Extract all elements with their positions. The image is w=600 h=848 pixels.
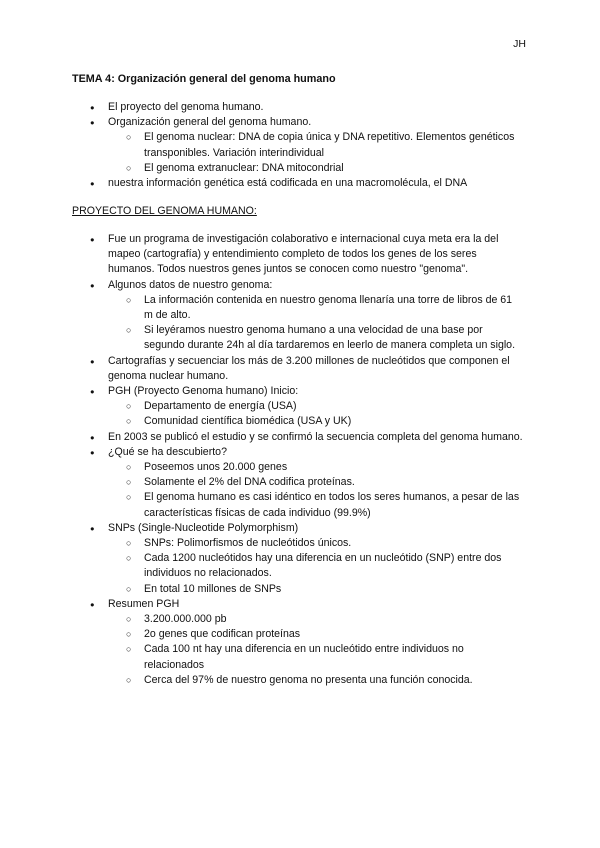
list-item: ● Cartografías y secuenciar los más de 3.200 millones de nucleótidos que componen el genoma nuclear humano. (108, 354, 523, 384)
list-item: ● SNPs (Single-Nucleotide Polymorphism) ○ SNPs: Polimorfismos de nucleótidos únicos. ○ Cada 1200 nucleótidos hay una diferencia en un nucleótido (SNP) entre dos individuos no relacionados. ○ En total 10 millones de SNPs (108, 521, 523, 597)
intro-list (108, 100, 538, 191)
list-item: ○ Si leyéramos nuestro genoma humano a una velocidad de una base por segundo durante 24h al día tardaremos en leerlo de manera completa un siglo. (144, 323, 523, 353)
list-item: ○ Departamento de energía (USA) (144, 399, 523, 414)
list-item: ○ En total 10 millones de SNPs (144, 582, 523, 597)
list-item: ○ 3.200.000.000 pb (144, 612, 523, 627)
list-item: ● Fue un programa de investigación colaborativo e internacional cuya meta era la del mapeo (cartografía) y entendimiento completo de todos los genes de los seres humanos. Todos nuestros genes juntos se conocen como nuestro "genoma". (108, 232, 523, 278)
list-item: ○ 2o genes que codifican proteínas (144, 627, 523, 642)
list-item: ○ El genoma extranuclear: DNA mitocondrial (144, 161, 538, 176)
list-item: ○ Comunidad científica biomédica (USA y UK) (144, 414, 523, 429)
list-item: ○ Cada 1200 nucleótidos hay una diferencia en un nucleótido (SNP) entre dos individuos no relacionados. (144, 551, 523, 581)
list-item: ○ SNPs: Polimorfismos de nucleótidos únicos. (144, 536, 523, 551)
list-item: ○ El genoma nuclear: DNA de copia única y DNA repetitivo. Elementos genéticos transponibles. Variación interindividual (144, 130, 538, 160)
list-item: ● Resumen PGH ○ 3.200.000.000 pb ○ 2o genes que codifican proteínas ○ Cada 100 nt hay una diferencia en un nucleótido entre individuos no relacionados ○ Cerca del 97% de nuestro genoma no presenta una función conocida. (108, 597, 523, 688)
list-item: ○ La información contenida en nuestro genoma llenaría una torre de libros de 61 m de alto. (144, 293, 523, 323)
list-item: ● ¿Qué se ha descubierto? ○ Poseemos unos 20.000 genes ○ Solamente el 2% del DNA codifica proteínas. ○ El genoma humano es casi idéntico en todos los seres humanos, a pesar de las características físicas de cada individuo (99.9%) (108, 445, 523, 521)
list-item: ○ Cerca del 97% de nuestro genoma no presenta una función conocida. (144, 673, 523, 688)
sub-list (144, 399, 523, 429)
list-item: ● nuestra información genética está codificada en una macromolécula, el DNA (108, 176, 538, 191)
sub-list (144, 460, 523, 521)
list-item: ○ Poseemos unos 20.000 genes (144, 460, 523, 475)
section-title: PROYECTO DEL GENOMA HUMANO: (72, 205, 257, 217)
sub-list (144, 612, 523, 688)
list-item: ● Organización general del genoma humano. ○ El genoma nuclear: DNA de copia única y DNA repetitivo. Elementos genéticos transponibles. Variación interindividual ○ El genoma extranuclear: DNA mitocondrial (108, 115, 538, 176)
list-item: ○ Solamente el 2% del DNA codifica proteínas. (144, 475, 523, 490)
list-item: ● En 2003 se publicó el estudio y se confirmó la secuencia completa del genoma humano. (108, 430, 523, 445)
list-item: ○ Cada 100 nt hay una diferencia en un nucleótido entre individuos no relacionados (144, 642, 523, 672)
header-initials: JH (513, 38, 526, 50)
sub-list (144, 293, 523, 354)
sub-list (144, 130, 538, 176)
sub-list (144, 536, 523, 597)
pgh-list (108, 232, 523, 688)
list-item: ● Algunos datos de nuestro genoma: ○ La información contenida en nuestro genoma llenaría una torre de libros de 61 m de alto. ○ Si leyéramos nuestro genoma humano a una velocidad de una base por segundo durante 24h al día tardaremos en leerlo de manera completa un siglo. (108, 278, 523, 354)
list-item: ● PGH (Proyecto Genoma humano) Inicio: ○ Departamento de energía (USA) ○ Comunidad científica biomédica (USA y UK) (108, 384, 523, 430)
page-title: TEMA 4: Organización general del genoma humano (72, 73, 336, 85)
list-item: ● El proyecto del genoma humano. (108, 100, 538, 115)
list-item: ○ El genoma humano es casi idéntico en todos los seres humanos, a pesar de las características físicas de cada individuo (99.9%) (144, 490, 523, 520)
